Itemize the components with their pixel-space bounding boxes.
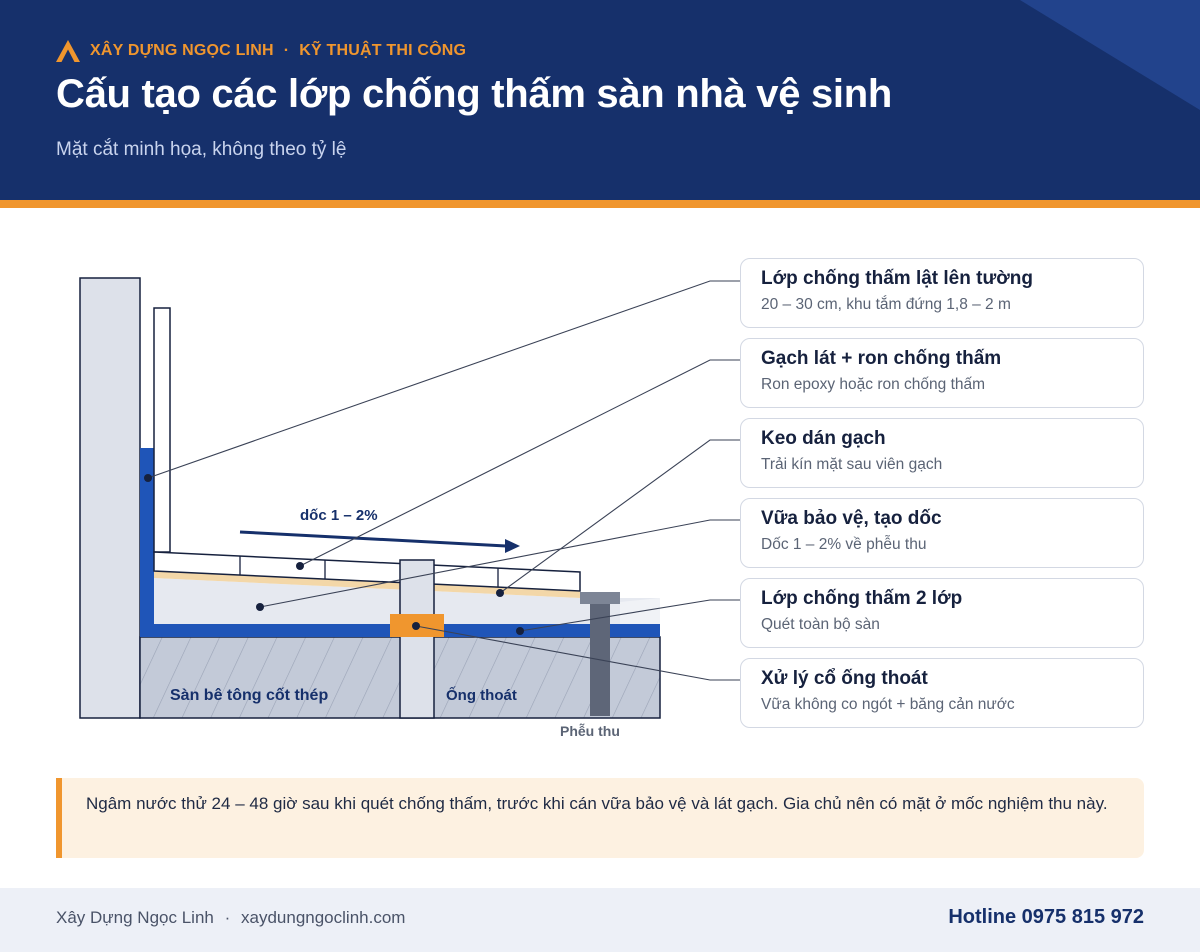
layer-card-waterproofing <box>740 578 1144 648</box>
layer-card-tiles <box>740 338 1144 408</box>
marker-dot-6 <box>412 622 420 630</box>
layer-title: Lớp chống thấm 2 lớp <box>761 588 963 609</box>
wall <box>80 278 140 718</box>
pipe-label: Ống thoát <box>446 687 517 704</box>
footer-website[interactable]: xaydungngoclinh.com <box>241 908 406 927</box>
marker-dot-1 <box>144 474 152 482</box>
footer-separator: · <box>224 908 231 927</box>
layer-title: Lớp chống thấm lật lên tường <box>761 268 1033 289</box>
layer-desc: Dốc 1 – 2% về phễu thu <box>761 536 927 553</box>
layer-title: Gạch lát + ron chống thấm <box>761 348 1002 369</box>
drain-label: Phễu thu <box>560 723 620 739</box>
floor-drain-grate <box>580 592 620 604</box>
brand-separator: · <box>283 42 290 59</box>
layer-title: Vữa bảo vệ, tạo dốc <box>761 508 942 529</box>
layer-title: Xử lý cổ ống thoát <box>761 668 928 689</box>
marker-dot-3 <box>496 589 504 597</box>
page-subtitle: Mặt cắt minh họa, không theo tỷ lệ <box>56 139 347 160</box>
leader-line-2 <box>300 360 740 566</box>
leader-line-1 <box>148 281 740 478</box>
layer-desc: Vữa không co ngót + băng cản nước <box>761 696 1015 713</box>
marker-dot-2 <box>296 562 304 570</box>
header-accent-stripe <box>0 200 1200 208</box>
wall-tile <box>154 308 170 552</box>
brand-logo-icon <box>56 40 80 62</box>
page-title: Cấu tạo các lớp chống thấm sàn nhà vệ sinh <box>56 72 893 116</box>
footer <box>0 888 1200 952</box>
footer-hotline[interactable]: Hotline 0975 815 972 <box>948 906 1144 928</box>
header-corner-decoration <box>1020 0 1200 110</box>
footer-company: Xây Dựng Ngọc Linh <box>56 908 214 927</box>
footer-info <box>56 908 405 928</box>
slab-label: Sàn bê tông cốt thép <box>170 687 329 704</box>
slope-label: dốc 1 – 2% <box>300 507 378 524</box>
brand-tagline: KỸ THUẬT THI CÔNG <box>299 42 467 59</box>
marker-dot-5 <box>516 627 524 635</box>
header <box>0 0 1200 200</box>
slope-arrow-head <box>505 539 520 553</box>
brand-row <box>56 40 466 62</box>
layer-desc: Quét toàn bộ sàn <box>761 616 880 633</box>
brand-name: XÂY DỰNG NGỌC LINH <box>90 42 274 59</box>
note-callout: Ngâm nước thử 24 – 48 giờ sau khi quét chống thấm, trước khi cán vữa bảo vệ và lát gạch. Gia chủ nên có mặt ở mốc nghiệm thu này. <box>56 778 1144 858</box>
layer-card-screed <box>740 498 1144 568</box>
layer-desc: 20 – 30 cm, khu tắm đứng 1,8 – 2 m <box>761 296 1011 313</box>
layer-card-adhesive <box>740 418 1144 488</box>
layer-title: Keo dán gạch <box>761 428 886 449</box>
drain-pipe <box>400 560 434 718</box>
layer-desc: Ron epoxy hoặc ron chống thấm <box>761 376 986 393</box>
layer-desc: Trải kín mặt sau viên gạch <box>761 456 943 473</box>
layer-card-pipe-collar <box>740 658 1144 728</box>
marker-dot-4 <box>256 603 264 611</box>
layer-card-wall-upturn <box>740 258 1144 328</box>
slope-arrow-line <box>240 532 506 546</box>
